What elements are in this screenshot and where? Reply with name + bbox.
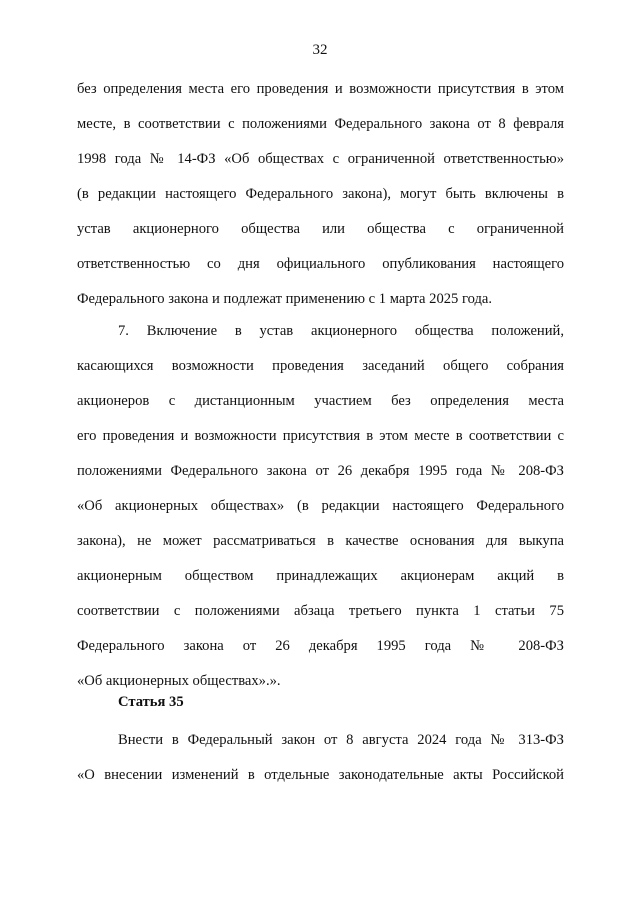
text-line: Федерального закона и подлежат применению с 1 марта 2025 года.: [77, 291, 493, 307]
page-number: 32: [312, 42, 328, 58]
text-line: касающихся возможности проведения заседаний общего собрания: [77, 358, 564, 374]
text-line: акционеров с дистанционным участием без определения места: [77, 393, 564, 409]
text-line: месте, в соответствии с положениями Федерального закона от 8 февраля: [77, 116, 564, 132]
text-line: его проведения и возможности присутствия в этом месте в соответствии с: [77, 428, 564, 444]
text-line: ответственностью со дня официального опубликования настоящего: [77, 256, 564, 272]
text-line: акционерным обществом принадлежащих акционерам акций в: [77, 568, 564, 584]
text-line: «О внесении изменений в отдельные законодательные акты Российской: [77, 767, 564, 783]
text-line: положениями Федерального закона от 26 декабря 1995 года № 208-ФЗ: [77, 463, 564, 479]
article-heading: Статья 35: [118, 694, 184, 710]
text-line: «Об акционерных обществах» (в редакции настоящего Федерального: [77, 498, 564, 514]
text-line: 7. Включение в устав акционерного общества положений,: [118, 323, 564, 339]
text-line: закона), не может рассматриваться в качестве основания для выкупа: [77, 533, 564, 549]
text-line: без определения места его проведения и возможности присутствия в этом: [77, 81, 564, 97]
text-line: (в редакции настоящего Федерального закона), могут быть включены в: [77, 186, 564, 202]
text-line: «Об акционерных обществах».».: [77, 673, 281, 689]
text-line: устав акционерного общества или общества с ограниченной: [77, 221, 564, 237]
text-line: Федерального закона от 26 декабря 1995 года № 208-ФЗ: [77, 638, 564, 654]
text-line: соответствии с положениями абзаца третьего пункта 1 статьи 75: [77, 603, 564, 619]
text-line: 1998 года № 14-ФЗ «Об обществах с ограниченной ответственностью»: [77, 151, 564, 167]
text-line: Внести в Федеральный закон от 8 августа 2024 года № 313-ФЗ: [118, 732, 564, 748]
